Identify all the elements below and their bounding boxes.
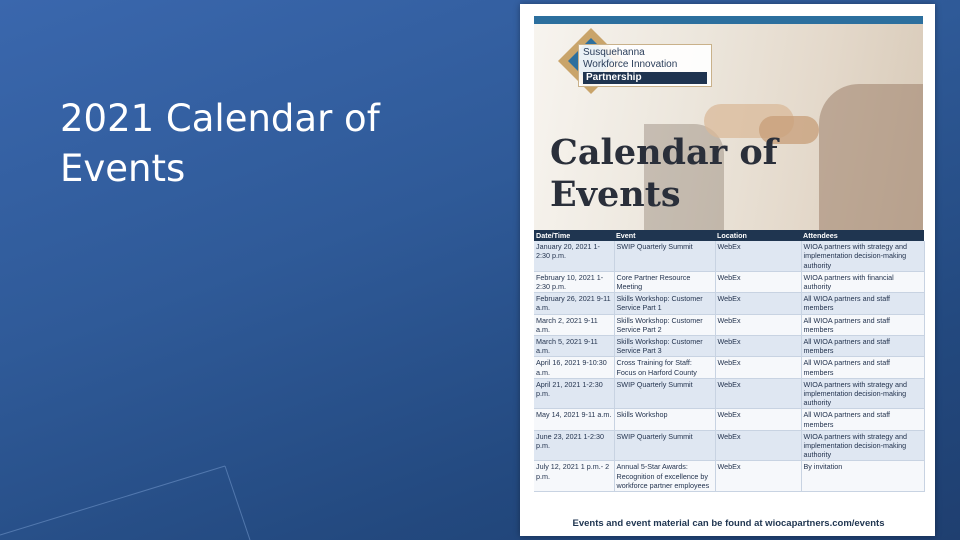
date-cell: May 14, 2021 9-11 a.m. bbox=[534, 409, 614, 430]
event-cell: SWIP Quarterly Summit bbox=[614, 241, 715, 271]
slide-title: 2021 Calendar of Events bbox=[60, 97, 380, 190]
table-row bbox=[534, 409, 924, 430]
attendees-cell: WIOA partners with financial authority bbox=[801, 271, 924, 292]
table-row bbox=[534, 241, 924, 271]
location-cell: WebEx bbox=[715, 241, 801, 271]
location-cell: WebEx bbox=[715, 293, 801, 314]
date-cell: June 23, 2021 1-2:30 p.m. bbox=[534, 430, 614, 461]
events-table bbox=[534, 230, 925, 492]
table-row bbox=[534, 430, 924, 461]
attendees-cell: WIOA partners with strategy and implementation decision-making authority bbox=[801, 378, 924, 409]
attendees-cell: All WIOA partners and staff members bbox=[801, 293, 924, 314]
date-cell: February 26, 2021 9-11 a.m. bbox=[534, 293, 614, 314]
event-cell: Skills Workshop bbox=[614, 409, 715, 430]
location-cell: WebEx bbox=[715, 314, 801, 335]
logo-line-3: Partnership bbox=[583, 72, 707, 84]
column-header: Location bbox=[715, 230, 801, 241]
event-cell: Cross Training for Staff: Focus on Harford County bbox=[614, 357, 715, 378]
location-cell: WebEx bbox=[715, 357, 801, 378]
location-cell: WebEx bbox=[715, 461, 801, 492]
location-cell: WebEx bbox=[715, 378, 801, 409]
table-row bbox=[534, 357, 924, 378]
table-row bbox=[534, 378, 924, 409]
date-cell: April 16, 2021 9-10:30 a.m. bbox=[534, 357, 614, 378]
flyer-top-bar bbox=[534, 16, 923, 24]
table-row bbox=[534, 314, 924, 335]
column-header: Attendees bbox=[801, 230, 924, 241]
organization-logo bbox=[578, 44, 712, 87]
event-cell: Skills Workshop: Customer Service Part 3 bbox=[614, 336, 715, 357]
date-cell: July 12, 2021 1 p.m.- 2 p.m. bbox=[534, 461, 614, 492]
date-cell: March 2, 2021 9-11 a.m. bbox=[534, 314, 614, 335]
location-cell: WebEx bbox=[715, 271, 801, 292]
table-row bbox=[534, 461, 924, 492]
location-cell: WebEx bbox=[715, 430, 801, 461]
date-cell: April 21, 2021 1-2:30 p.m. bbox=[534, 378, 614, 409]
attendees-cell: WIOA partners with strategy and implementation decision-making authority bbox=[801, 241, 924, 271]
footer-note: Events and event material can be found at wiocapartners.com/events bbox=[572, 518, 885, 529]
column-header: Event bbox=[614, 230, 715, 241]
attendees-cell: All WIOA partners and staff members bbox=[801, 336, 924, 357]
table-header-row bbox=[534, 230, 924, 241]
location-cell: WebEx bbox=[715, 409, 801, 430]
event-cell: SWIP Quarterly Summit bbox=[614, 430, 715, 461]
date-cell: March 5, 2021 9-11 a.m. bbox=[534, 336, 614, 357]
attendees-cell: By invitation bbox=[801, 461, 924, 492]
location-cell: WebEx bbox=[715, 336, 801, 357]
event-cell: Skills Workshop: Customer Service Part 2 bbox=[614, 314, 715, 335]
logo-line-1: Susquehanna bbox=[583, 47, 645, 58]
table-row bbox=[534, 271, 924, 292]
logo-line-2: Workforce Innovation bbox=[583, 59, 678, 70]
attendees-cell: WIOA partners with strategy and implementation decision-making authority bbox=[801, 430, 924, 461]
attendees-cell: All WIOA partners and staff members bbox=[801, 314, 924, 335]
event-cell: Core Partner Resource Meeting bbox=[614, 271, 715, 292]
date-cell: January 20, 2021 1-2:30 p.m. bbox=[534, 241, 614, 271]
attendees-cell: All WIOA partners and staff members bbox=[801, 409, 924, 430]
calendar-flyer bbox=[520, 4, 935, 536]
event-cell: SWIP Quarterly Summit bbox=[614, 378, 715, 409]
event-cell: Annual 5-Star Awards: Recognition of excellence by workforce partner employees bbox=[614, 461, 715, 492]
table-row bbox=[534, 336, 924, 357]
column-header: Date/Time bbox=[534, 230, 614, 241]
attendees-cell: All WIOA partners and staff members bbox=[801, 357, 924, 378]
event-cell: Skills Workshop: Customer Service Part 1 bbox=[614, 293, 715, 314]
date-cell: February 10, 2021 1-2:30 p.m. bbox=[534, 271, 614, 292]
flyer-heading: Calendar of Events bbox=[550, 132, 778, 215]
table-row bbox=[534, 293, 924, 314]
handshake-photo bbox=[534, 24, 923, 230]
